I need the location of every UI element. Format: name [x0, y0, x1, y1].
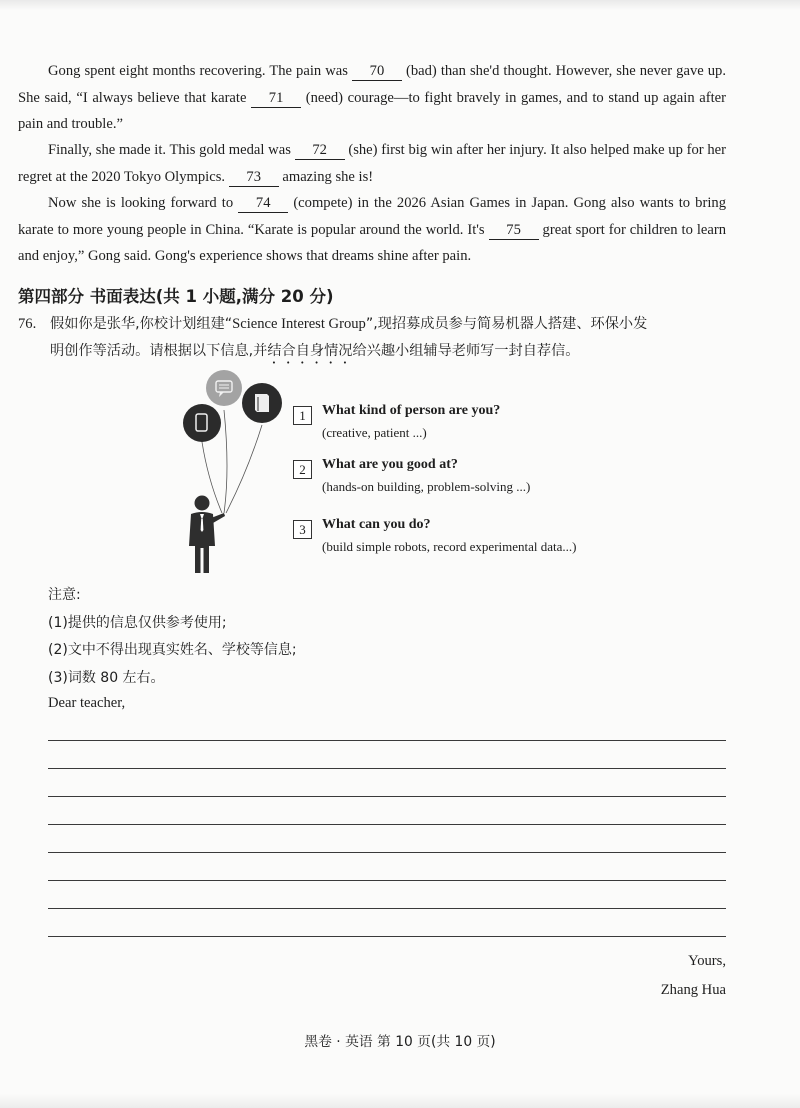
- prompt-hint: (creative, patient ...): [322, 425, 427, 440]
- writing-line[interactable]: [48, 936, 726, 937]
- text-segment: 明创作等活动。请根据以下信息,并: [50, 343, 268, 359]
- letter-greeting: Dear teacher,: [48, 695, 126, 711]
- prompt-number-box: 2: [293, 460, 312, 479]
- book-icon: [242, 383, 282, 423]
- text-segment: great sport for children to learn and enjoy,” Gong said. Gong's experience shows that dreams shine after pain.: [18, 221, 727, 264]
- prompt-title: What kind of person are you?: [322, 403, 501, 418]
- letter-signature: Zhang Hua: [660, 982, 726, 998]
- text-segment: Finally, she made it. This gold medal was: [48, 142, 291, 158]
- prompt-title: What are you good at?: [322, 457, 458, 472]
- writing-line[interactable]: [48, 824, 726, 825]
- blank-74: 74: [238, 194, 288, 213]
- blank-71: 71: [251, 89, 301, 108]
- emphasis-text: 结合自身情况: [267, 343, 353, 359]
- group-name: Science Interest Group: [232, 316, 366, 332]
- question-76: [18, 311, 730, 367]
- note-item: (2)文中不得出现真实姓名、学校等信息;: [48, 642, 297, 658]
- text-segment: ”,现招募成员参与简易机器人搭建、环保小发: [365, 316, 648, 332]
- blank-70: 70: [352, 62, 402, 81]
- blank-75: 75: [489, 221, 539, 240]
- letter-closing: Yours,: [688, 953, 726, 969]
- text-segment: Now she is looking forward to: [48, 195, 234, 211]
- note-item: (1)提供的信息仅供参考使用;: [48, 614, 227, 631]
- prompt-title: What can you do?: [322, 517, 431, 532]
- section-title: 第四部分 书面表达(共 1 小题,满分 20 分): [18, 287, 334, 306]
- balloon-illustration: [178, 370, 298, 575]
- writing-line[interactable]: [48, 908, 726, 909]
- scan-shadow-bottom: [0, 1094, 800, 1108]
- prompt-number-box: 3: [293, 520, 312, 539]
- writing-line[interactable]: [48, 796, 726, 797]
- text-segment: (compete) in the 2026 Asian Games in Japan. Gong also wants to bring karate to more young people in China. “Karate is popular around the world. It's: [18, 195, 726, 238]
- page-footer: 黑卷 · 英语 第 10 页(共 10 页): [304, 1034, 496, 1050]
- prompt-hint: (hands-on building, problem-solving ...): [322, 479, 531, 494]
- question-line-2: [18, 338, 730, 367]
- text-segment: (bad) than she'd thought. However, she never gave up. She said, “I always believe that karate: [18, 63, 726, 106]
- passage-paragraph-1: [18, 58, 726, 138]
- blank-72: 72: [295, 141, 345, 160]
- writing-line[interactable]: [48, 852, 726, 853]
- notes-block: [48, 582, 297, 692]
- question-number: 76.: [18, 316, 37, 332]
- writing-line[interactable]: [48, 740, 726, 741]
- note-item: (3)词数 80 左右。: [48, 669, 165, 686]
- prompt-hint: (build simple robots, record experimental data...): [322, 539, 577, 554]
- tablet-icon: [183, 404, 221, 442]
- passage-paragraph-3: [18, 190, 726, 270]
- text-segment: Gong spent eight months recovering. The pain was: [48, 63, 348, 79]
- text-segment: (need) courage—to fight bravely in games, and to stand up again after pain and trouble.”: [18, 89, 726, 132]
- letter-closing-block: [661, 947, 726, 1005]
- writing-line[interactable]: [48, 768, 726, 769]
- notes-heading: 注意:: [48, 587, 81, 603]
- passage-paragraph-2: [18, 137, 726, 190]
- blank-73: 73: [229, 168, 279, 187]
- text-segment: (she) first big win after her injury. It also helped make up for her regret at the 2020 Tokyo Olympics.: [18, 142, 726, 185]
- text-segment: 给兴趣小组辅导老师写一封自荐信。: [352, 343, 580, 359]
- prompt-number-box: 1: [293, 406, 312, 425]
- writing-line[interactable]: [48, 880, 726, 881]
- text-segment: 假如你是张华,你校计划组建“: [50, 316, 233, 332]
- scan-shadow-top: [0, 0, 800, 10]
- text-segment: amazing she is!: [282, 168, 374, 185]
- question-line-1: [18, 311, 730, 338]
- chat-icon: [206, 370, 242, 406]
